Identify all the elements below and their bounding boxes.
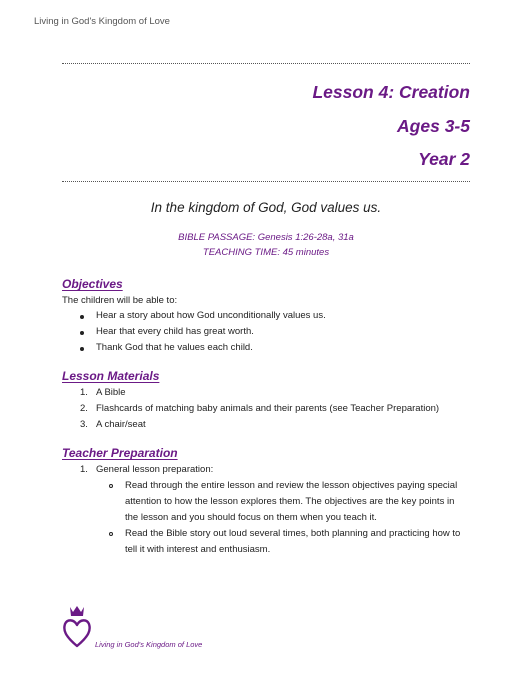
page-header: Living in God's Kingdom of Love <box>34 16 170 27</box>
lesson-theme: In the kingdom of God, God values us. <box>150 200 382 215</box>
preparation-subitem-line: tell it with interest and enthusiasm. <box>125 544 271 555</box>
preparation-subitem-line: attention to how the lesson explores them. The objectives are the key points in <box>125 496 455 507</box>
crown-heart-logo-icon <box>62 604 92 650</box>
preparation-heading: Teacher Preparation <box>62 446 178 460</box>
bullet-icon <box>80 315 84 319</box>
teaching-time: TEACHING TIME: 45 minutes <box>202 247 330 258</box>
list-number: 1. <box>80 387 88 398</box>
divider-top <box>62 63 470 64</box>
preparation-subitem-line: the lesson and you should focus on them when you teach it. <box>125 512 377 523</box>
list-number: 3. <box>80 419 88 430</box>
materials-heading: Lesson Materials <box>62 369 160 383</box>
objective-item: Hear a story about how God unconditionally values us. <box>96 310 326 321</box>
year-label: Year 2 <box>418 149 470 169</box>
list-number: 1. <box>80 464 88 475</box>
page-footer: Living in God's Kingdom of Love <box>95 640 203 649</box>
bible-passage: BIBLE PASSAGE: Genesis 1:26-28a, 31a <box>178 232 354 243</box>
material-item: A chair/seat <box>96 419 146 430</box>
material-item: Flashcards of matching baby animals and their parents (see Teacher Preparation) <box>96 403 440 414</box>
objective-item: Thank God that he values each child. <box>96 342 253 353</box>
bullet-icon <box>80 347 84 351</box>
preparation-item: General lesson preparation: <box>96 464 214 475</box>
objectives-heading: Objectives <box>62 277 123 291</box>
divider-bottom <box>62 181 470 182</box>
preparation-subitem-line: Read the Bible story out loud several times, both planning and practicing how to <box>125 528 461 539</box>
material-item: A Bible <box>96 387 126 398</box>
objective-item: Hear that every child has great worth. <box>96 326 254 337</box>
preparation-subitem-line: Read through the entire lesson and review the lesson objectives paying special <box>125 480 458 491</box>
bullet-icon <box>80 331 84 335</box>
age-range: Ages 3-5 <box>397 116 470 136</box>
objectives-intro: The children will be able to: <box>62 295 178 306</box>
list-number: 2. <box>80 403 88 414</box>
lesson-title: Lesson 4: Creation <box>312 82 470 102</box>
circle-bullet-icon <box>109 532 113 536</box>
circle-bullet-icon <box>109 484 113 488</box>
